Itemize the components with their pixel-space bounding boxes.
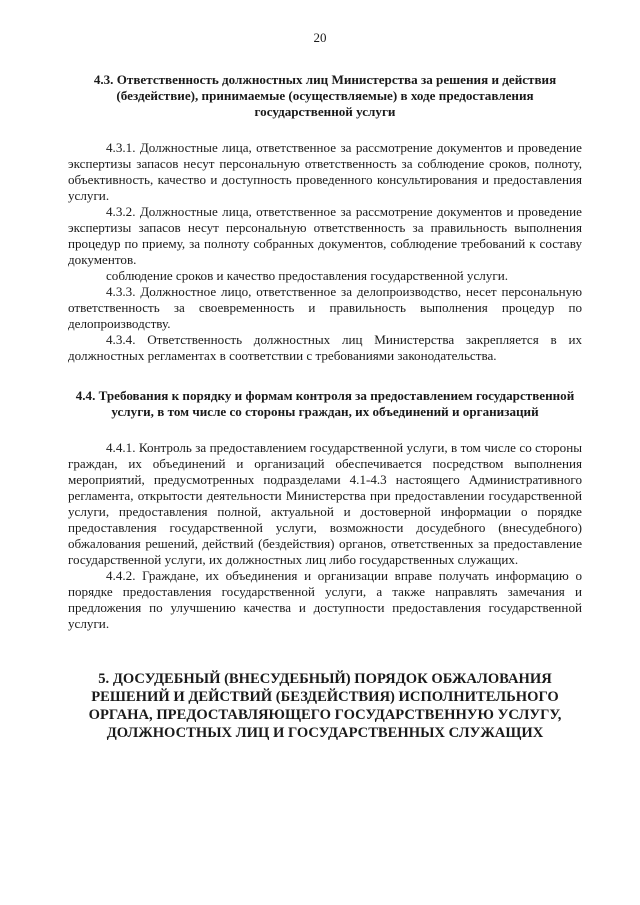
paragraph-4-3-3: 4.3.3. Должностное лицо, ответственное за делопроизводство, несет персональную ответственность за своевременность и правильность выполнения процедур по делопроизводству. — [68, 284, 582, 331]
section-4-3-heading: 4.3. Ответственность должностных лиц Министерства за решения и действия (бездействие), принимаемые (осуществляемые) в ходе предоставления государственной услуги — [93, 72, 557, 119]
paragraph-4-3-1: 4.3.1. Должностные лица, ответственное за рассмотрение документов и проведение экспертизы запасов несут персональную ответственность за соблюдение сроков, полноту, объективность, качество и доступность проведенного консультирования и предоставления услуги. — [68, 140, 582, 203]
page-content — [68, 72, 582, 742]
paragraph-4-4-1: 4.4.1. Контроль за предоставлением государственной услуги, в том числе со стороны граждан, их объединений и организаций обеспечивается посредством выполнения мероприятий, предусмотренных подразделами 4.1-4.3 настоящего Административного регламента, открытости деятельности Министерства при предоставлении государственной услуги, предоставления полной, актуальной и достоверной информации о порядке предоставления государственной услуги, возможности досудебного (внесудебного) обжалования решений, действий (бездействия) органов, ответственных за предоставление государственной услуги, их должностных лиц либо государственных служащих. — [68, 440, 582, 567]
paragraph-4-3-2: 4.3.2. Должностные лица, ответственное за рассмотрение документов и проведение экспертизы запасов несут персональную ответственность за правильность выполнения процедур по приему, за полноту собранных документов, соблюдение требований к составу документов. — [68, 204, 582, 267]
page-number: 20 — [313, 30, 327, 45]
paragraph-4-3-4: 4.3.4. Ответственность должностных лиц Министерства закрепляется в их должностных регламентах в соответствии с требованиями законодательства. — [68, 332, 582, 363]
section-5-heading: 5. ДОСУДЕБНЫЙ (ВНЕСУДЕБНЫЙ) ПОРЯДОК ОБЖАЛОВАНИЯ РЕШЕНИЙ И ДЕЙСТВИЙ (БЕЗДЕЙСТВИЯ) ИСПОЛНИТЕЛЬНОГО ОРГАНА, ПРЕДОСТАВЛЯЮЩЕГО ГОСУДАРСТВЕННУЮ УСЛУГУ, ДОЛЖНОСТНЫХ ЛИЦ И ГОСУДАРСТВЕННЫХ СЛУЖАЩИХ — [88, 671, 562, 741]
section-4-4-heading: 4.4. Требования к порядку и формам контроля за предоставлением государственной услуги, в том числе со стороны граждан, их объединений и организаций — [75, 388, 575, 419]
paragraph-4-3-2-continued: соблюдение сроков и качество предоставления государственной услуги. — [106, 268, 509, 283]
paragraph-4-4-2: 4.4.2. Граждане, их объединения и организации вправе получать информацию о порядке предоставления государственной услуги, а также направлять замечания и предложения по улучшению качества и доступности предоставления государственной услуги. — [68, 568, 582, 631]
